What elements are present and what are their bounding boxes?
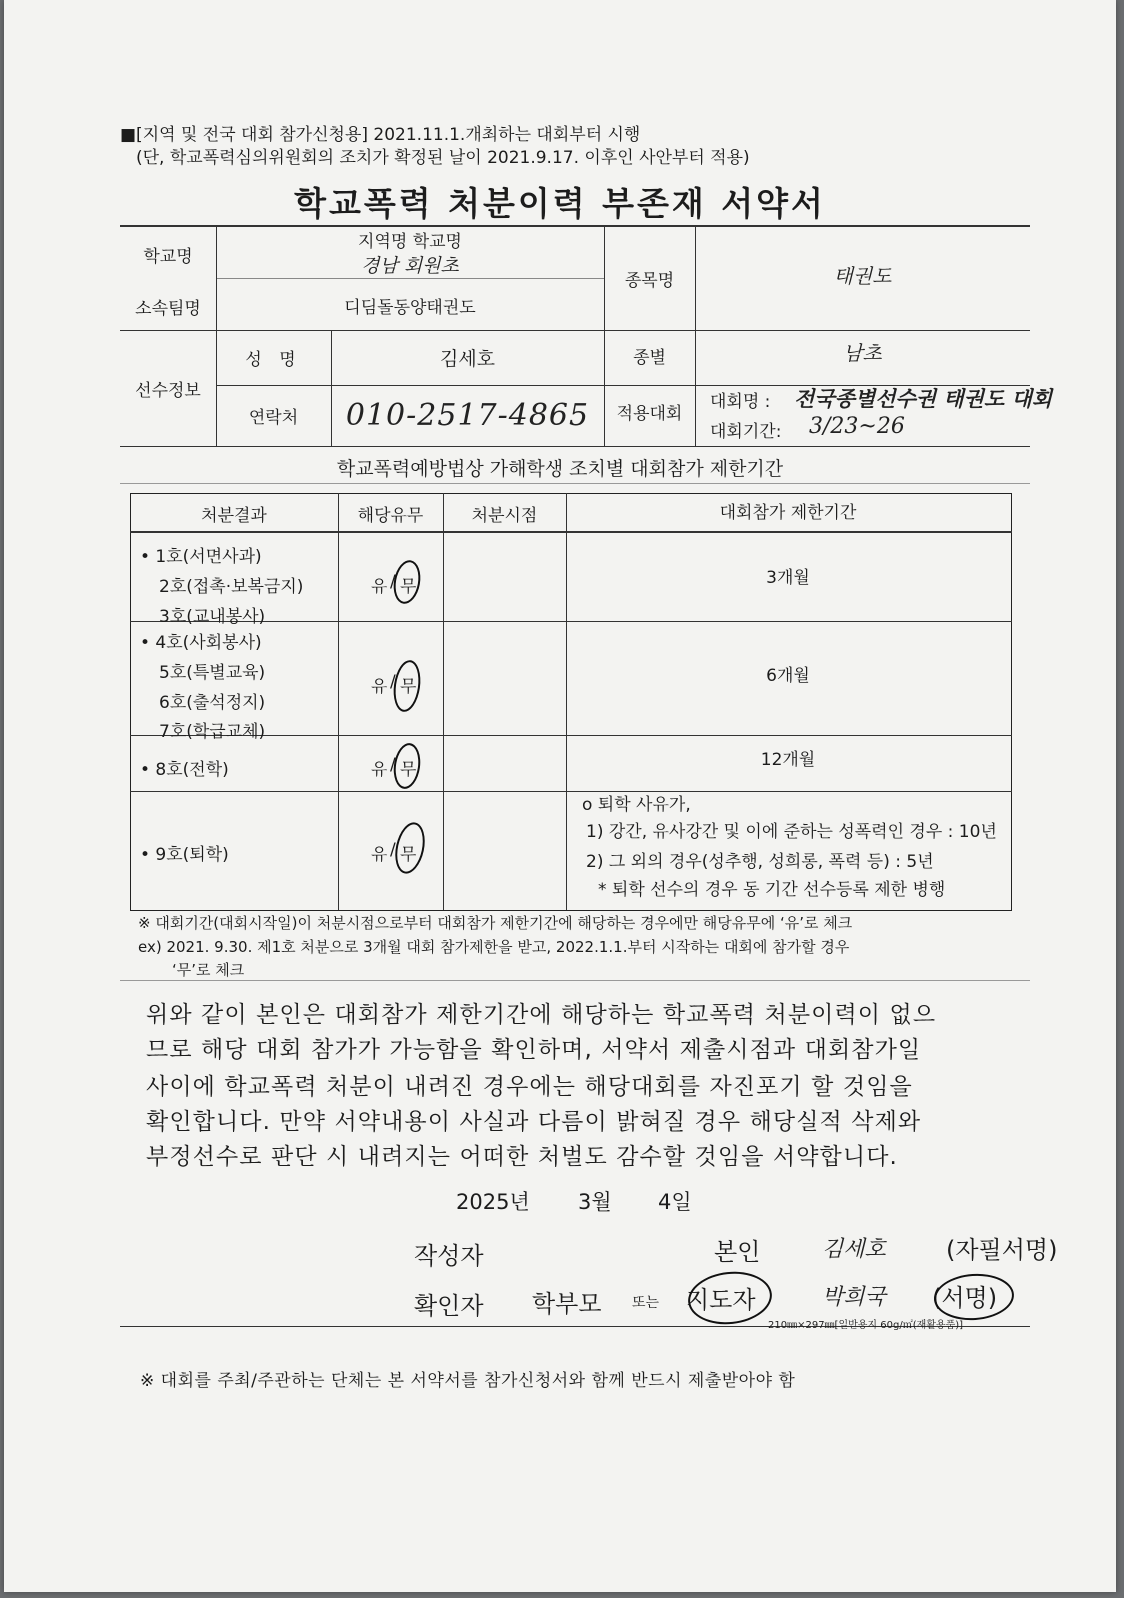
info-inner-line <box>216 278 604 279</box>
no-option: 무 <box>400 760 417 780</box>
competition-period-value: 3/23~26 <box>809 414 905 439</box>
coach-name: 박희국 <box>822 1285 886 1310</box>
info-bottom-border <box>120 446 1030 447</box>
notice-line-1: ■[지역 및 전국 대회 참가신청용] 2021.11.1.개최하는 대회부터 시행 <box>120 125 641 145</box>
pledge-line: 부정선수로 판단 시 내려지는 어떠한 처벌도 감수할 것임을 서약합니다. <box>146 1144 898 1170</box>
period-value: 6개월 <box>766 665 810 686</box>
period-detail: 1) 강간, 유사강간 및 이에 준하는 성폭력인 경우 : 10년 <box>586 822 997 842</box>
coach-check-circle <box>686 1268 775 1328</box>
period-value: 12개월 <box>760 749 816 770</box>
self-label: 본인 <box>714 1238 761 1266</box>
school-header: 지역명 학교명 <box>358 231 462 252</box>
period-detail: 2) 그 외의 경우(성추행, 성희롱, 폭력 등) : 5년 <box>586 852 934 872</box>
name-label: 성 명 <box>245 350 302 370</box>
result-item: 5호(특별교육) <box>159 663 266 683</box>
team-value: 디딤돌동양태권도 <box>344 297 476 318</box>
no-option: 무 <box>400 845 417 865</box>
self-name: 김세호 <box>822 1237 886 1262</box>
header-applicable: 해당유무 <box>357 505 424 526</box>
section-title: 학교폭력예방법상 가해학생 조치별 대회참가 제한기간 <box>336 458 784 480</box>
no-option: 무 <box>400 577 417 597</box>
pledge-line: 위와 같이 본인은 대회참가 제한기간에 해당하는 학교폭력 처분이력이 없으 <box>146 1002 937 1028</box>
document-title: 학교폭력 처분이력 부존재 서약서 <box>294 184 826 223</box>
event-label: 종목명 <box>624 270 675 291</box>
coach-label: 지도자 <box>686 1286 756 1314</box>
period-detail: * 퇴학 선수의 경우 동 기간 선수등록 제한 병행 <box>598 880 946 900</box>
period-detail: o 퇴학 사유가, <box>582 795 691 815</box>
date-day: 4일 <box>658 1190 692 1214</box>
competition-label: 적용대회 <box>616 403 683 424</box>
pledge-line: 사이에 학교폭력 처분이 내려진 경우에는 해당대회를 자진포기 할 것임을 <box>146 1074 913 1100</box>
competition-period-label: 대회기간: <box>710 422 782 442</box>
result-item: 7호(학급교체) <box>159 722 266 742</box>
footnote-line-3: ‘무’로 체크 <box>172 961 245 979</box>
school-label: 학교명 <box>143 246 193 267</box>
table-col-line-2 <box>443 493 444 910</box>
gender-value: 남초 <box>843 340 882 365</box>
gender-label: 종별 <box>633 347 666 368</box>
parent-label: 학부모 <box>532 1290 602 1318</box>
yes-option: 유 <box>371 577 388 597</box>
table-col-line <box>338 493 339 910</box>
table-header-line <box>130 531 1012 533</box>
period-value: 3개월 <box>766 567 810 588</box>
pledge-document: ■[지역 및 전국 대회 참가신청용] 2021.11.1.개최하는 대회부터 시행 (단, 학교폭력심의위원회의 조치가 확정된 날이 2021.9.17. 이후인 사안부터 적용) 학교폭력 처분이력 부존재 서약서 학교명 지역명 학교명 경남 회원초 소속팀명 디딤돌동양태권도 종목명 태권도 선수정보 성 명 김세호 종별 남초 연락처 010-2517-4865 적용대회 대회명 : 전국종별선수권 태권도 대회 대회기간: 3/23~26 학교폭력예방법상 가해학생 조치별 대회참가 제한기간 처분결과 해당유무 처분시점 대회참가 제한기간 • 1호(서면사과) 2호(접촉·보복금지) 3호(교내봉사) 유 / 무 3개월 • 4호(사회봉사) 5호(특별교육) 6호(출석정지) 7호(학급교체) 유 / 무 6개월 • 8호(전학) 유 / 무 12개월 • 9호(퇴학) 유 / 무 o 퇴학 사유가, 1) 강간, 유사강간 및 이에 준하는 성폭력인 경우 : 10년 2) 그 외의 경우(성추행, 성희롱, 폭력 등) : 5년 * 퇴학 선수의 경우 동 기간 선수등록 제한 병행 ※ 대회기간(대회시작일)이 처분시점으로부터 대회참가 제한기간에 해당하는 경우에만 해당유무에 ‘유’로 체크 ex) 2021. 9.30. 제1호 처분으로 3개월 대회 참가제한을 받고, 2022.1.1.부터 시작하는 대회에 참가할 경우 ‘무’로 체크 위와 같이 본인은 대회참가 제한기간에 해당하는 학교폭력 처분이력이 없으 므로 해당 대회 참가가 가능함을 확인하며, 서약서 제출시점과 대회참가일 사이에 학교폭력 처분이 내려진 경우에는 해당대회를 자진포기 할 것임을 확인합니다. 만약 서약내용이 사실과 다름이 밝혀질 경우 해당실적 삭제와 부정선수로 판단 시 내려지는 어떠한 처벌도 감수할 것임을 서약합니다. 2025년 3월 4일 작성자 본인 김세호 (자필서명) 확인자 학부모 또는 지도자 박희국 (서명) 210㎜×297㎜[일반용지 60g/㎡(재활용품)] ※ 대회를 주최/주관하는 단체는 본 서약서를 참가신청서와 함께 반드시 제출받아야 함 <box>4 0 1116 1592</box>
result-item: 2호(접촉·보복금지) <box>159 577 304 597</box>
confirmer-label: 확인자 <box>414 1292 484 1320</box>
yes-option: 유 <box>371 760 388 780</box>
yes-option: 유 <box>371 677 388 697</box>
footnote-line-2: ex) 2021. 9.30. 제1호 처분으로 3개월 대회 참가제한을 받고, 2022.1.1.부터 시작하는 대회에 참가할 경우 <box>138 938 850 956</box>
contact-label: 연락처 <box>248 408 299 428</box>
name-value: 김세호 <box>439 348 496 370</box>
team-label: 소속팀명 <box>135 298 201 319</box>
coach-sign-label: (서명) <box>932 1284 998 1312</box>
footnote-divider <box>120 980 1030 981</box>
or-label: 또는 <box>632 1295 660 1311</box>
section-divider <box>120 483 1030 484</box>
result-item: 3호(교내봉사) <box>159 607 266 627</box>
competition-name-label: 대회명 : <box>710 392 771 412</box>
pledge-line: 확인합니다. 만약 서약내용이 사실과 다름이 밝혀질 경우 해당실적 삭제와 <box>146 1109 922 1135</box>
notice-line-2: (단, 학교폭력심의위원회의 조치가 확정된 날이 2021.9.17. 이후인 사안부터 적용) <box>136 148 750 168</box>
self-sign-label: (자필서명) <box>946 1236 1058 1264</box>
result-item: • 4호(사회봉사) <box>140 633 262 653</box>
bottom-note: ※ 대회를 주최/주관하는 단체는 본 서약서를 참가신청서와 함께 반드시 제출받아야 함 <box>140 1371 796 1391</box>
result-item: • 8호(전학) <box>140 760 229 780</box>
date-year: 2025년 <box>456 1190 530 1214</box>
school-value: 경남 회원초 <box>361 254 459 277</box>
contact-value: 010-2517-4865 <box>345 398 590 433</box>
competition-name-value: 전국종별선수권 태권도 대회 <box>794 386 1053 411</box>
paper-spec: 210㎜×297㎜[일반용지 60g/㎡(재활용품)] <box>768 1320 964 1331</box>
header-time: 처분시점 <box>471 505 538 526</box>
date-month: 3월 <box>578 1190 612 1214</box>
pledge-line: 므로 해당 대회 참가가 가능함을 확인하며, 서약서 제출시점과 대회참가일 <box>146 1037 922 1063</box>
result-item: • 9호(퇴학) <box>140 845 229 865</box>
result-item: 6호(출석정지) <box>159 693 266 713</box>
header-period: 대회참가 제한기간 <box>719 502 857 523</box>
player-info-label: 선수정보 <box>135 380 201 401</box>
table-row-line-3 <box>130 791 1012 792</box>
yes-option: 유 <box>371 845 388 865</box>
no-option: 무 <box>400 677 417 697</box>
writer-label: 작성자 <box>414 1242 484 1270</box>
footnote-line-1: ※ 대회기간(대회시작일)이 처분시점으로부터 대회참가 제한기간에 해당하는 경우에만 해당유무에 ‘유’로 체크 <box>138 914 853 932</box>
header-result: 처분결과 <box>201 505 267 526</box>
event-value: 태권도 <box>833 263 892 288</box>
result-item: • 1호(서면사과) <box>140 547 262 567</box>
